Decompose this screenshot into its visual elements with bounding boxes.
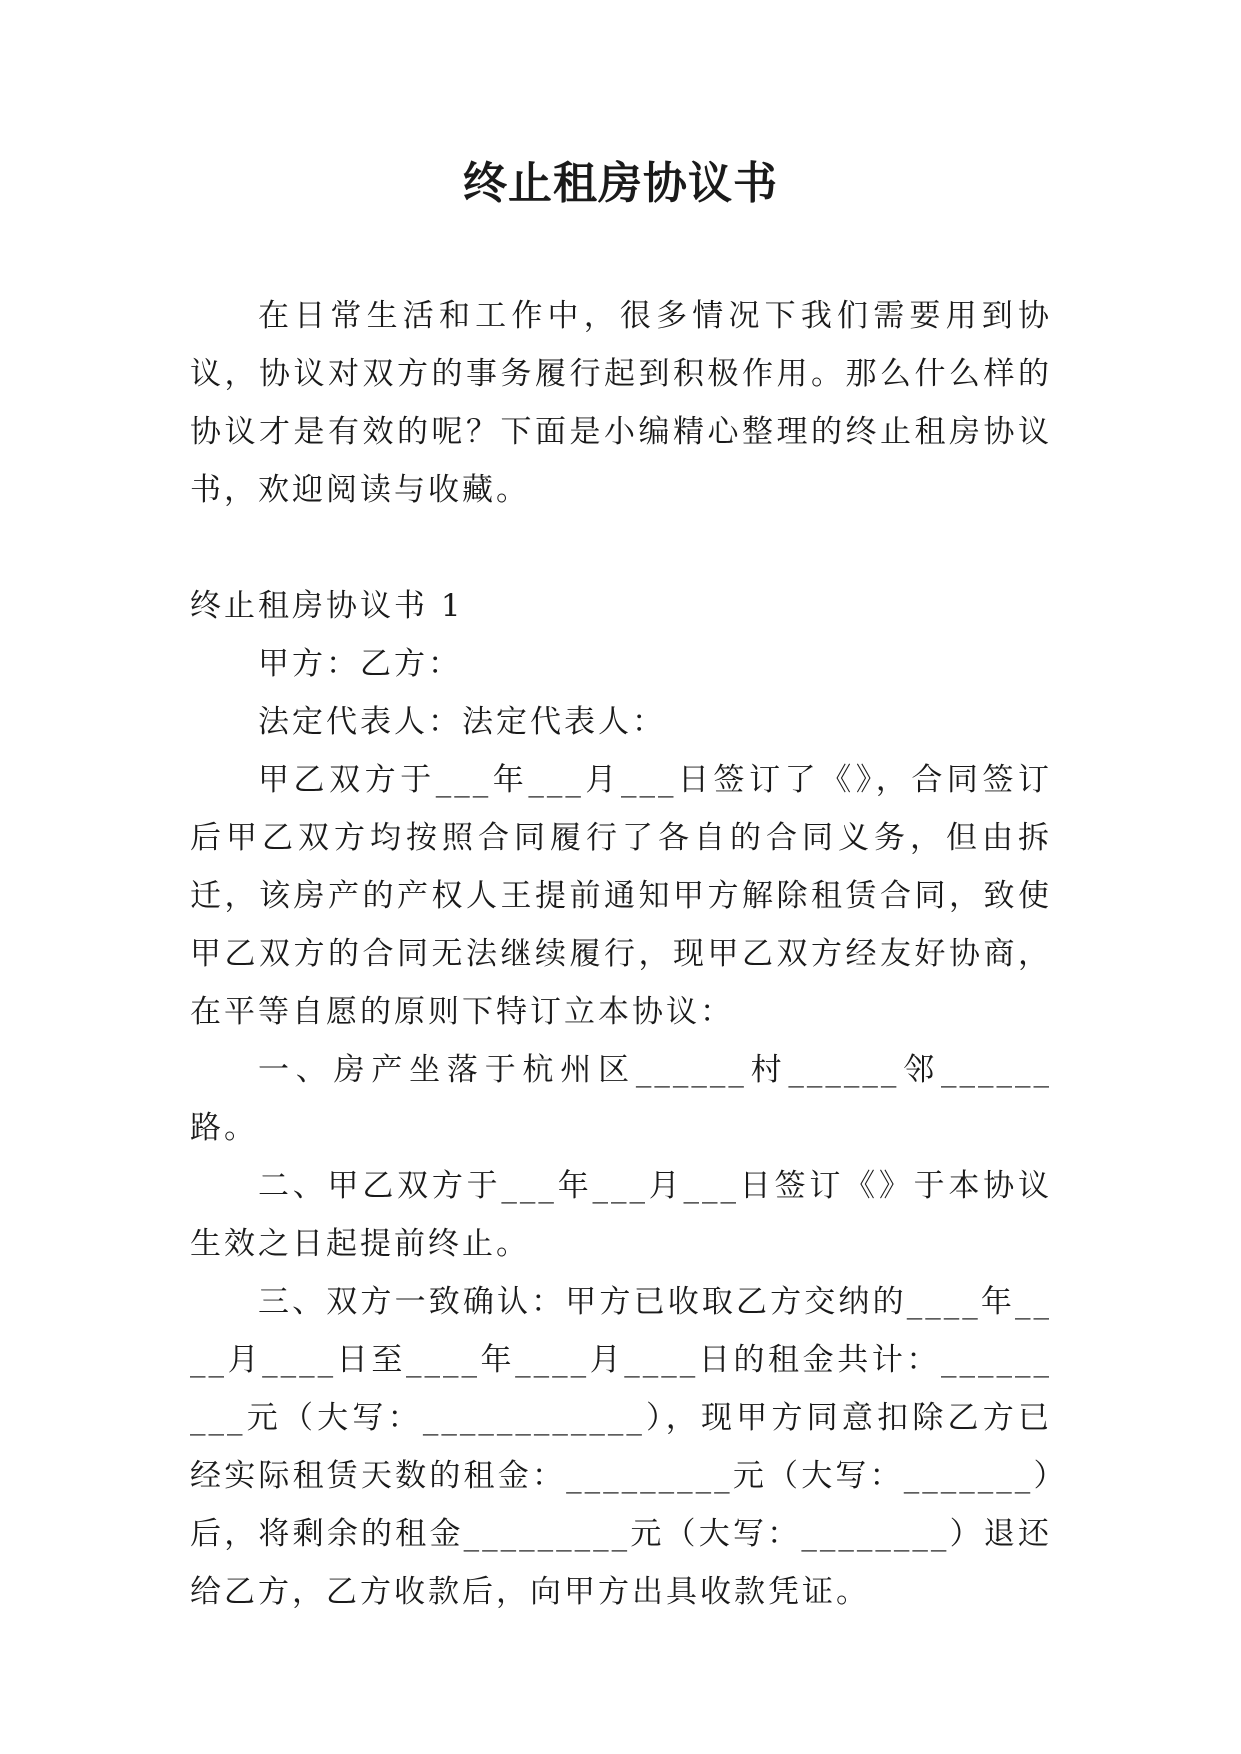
- document-title: 终止租房协议书: [463, 158, 778, 209]
- clause-3: 三、双方一致确认：甲方已收取乙方交纳的____年____月____日至____年____月____日的租金共计：_________元（大写：____________），现甲方同意扣除乙方已经实际租赁天数的租金：_________元（大写：_______）后，将剩余的租金_________元（大写：________）退还给乙方，乙方收款后，向甲方出具收款凭证。: [190, 1284, 1052, 1610]
- background-paragraph: 甲乙双方于___年___月___日签订了《》，合同签订后甲乙双方均按照合同履行了各自的合同义务，但由拆迁，该房产的产权人王提前通知甲方解除租赁合同，致使甲乙双方的合同无法继续履行，现甲乙双方经友好协商，在平等自愿的原则下特订立本协议：: [190, 762, 1052, 1030]
- clause-1: 一、房产坐落于杭州区______村______邻______路。: [190, 1052, 1052, 1146]
- section-heading: 终止租房协议书 1: [190, 588, 464, 624]
- representatives-line: 法定代表人：法定代表人：: [258, 704, 666, 740]
- intro-paragraph: 在日常生活和工作中，很多情况下我们需要用到协议，协议对双方的事务履行起到积极作用。那么什么样的协议才是有效的呢？下面是小编精心整理的终止租房协议书，欢迎阅读与收藏。: [190, 298, 1052, 508]
- document-body: [190, 287, 1052, 1621]
- clause-2: 二、甲乙双方于___年___月___日签订《》于本协议生效之日起提前终止。: [190, 1168, 1052, 1262]
- parties-line: 甲方：乙方：: [258, 646, 462, 682]
- paragraph-gap: [190, 519, 1052, 577]
